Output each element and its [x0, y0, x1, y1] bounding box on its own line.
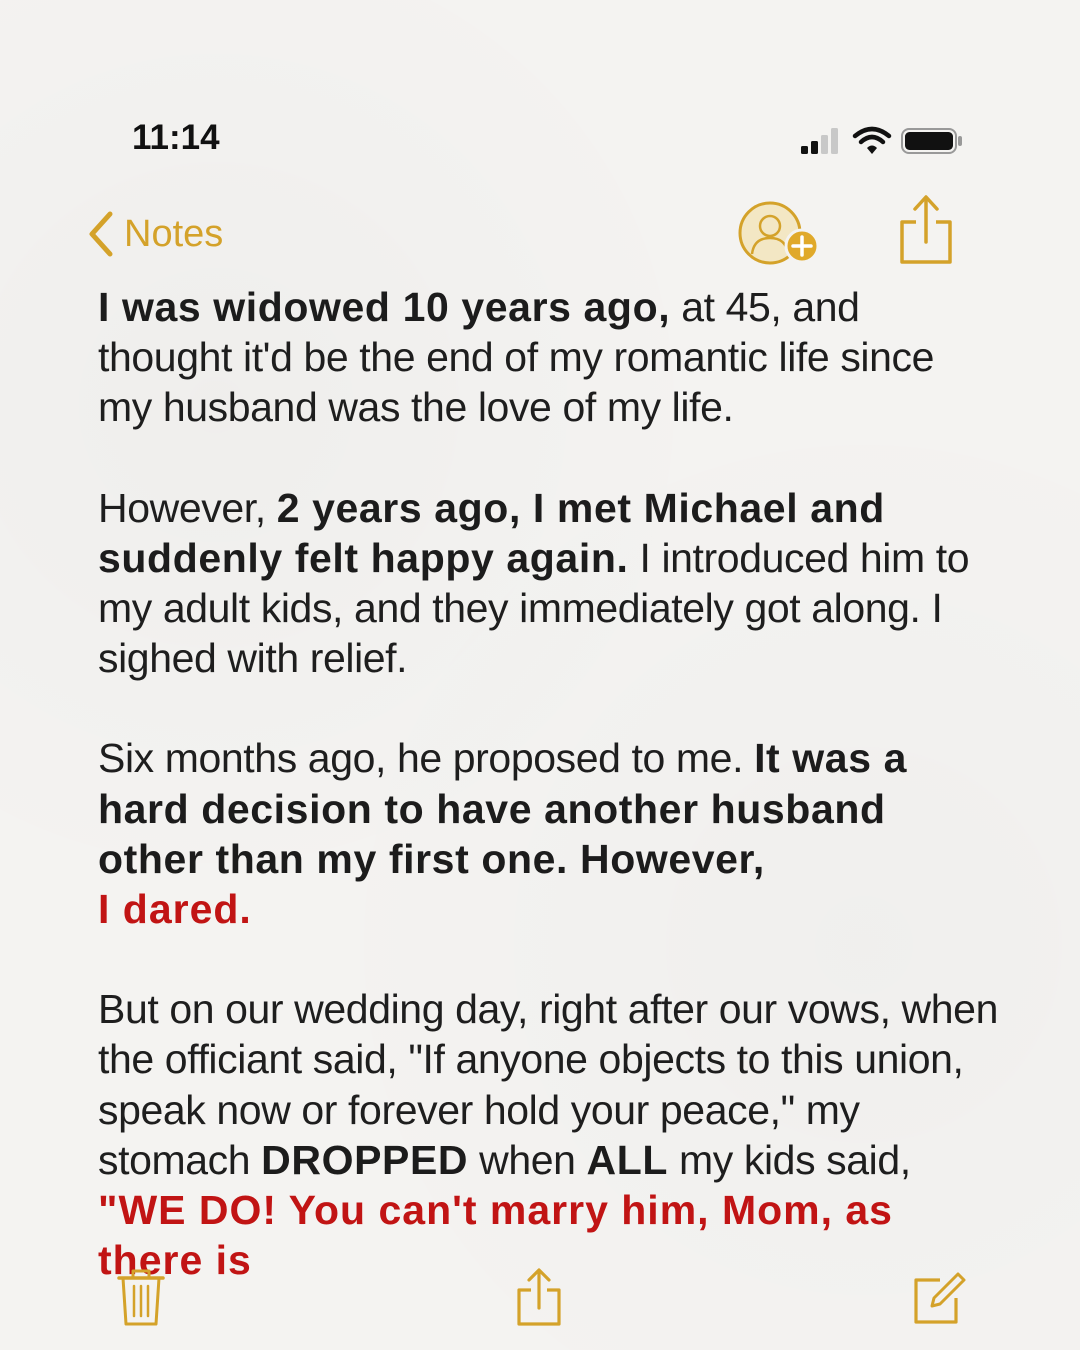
- status-icons: [800, 124, 965, 158]
- note-paragraph-2: [98, 483, 998, 684]
- note-red-text: I dared.: [98, 886, 252, 933]
- note-bold-text: DROPPED: [261, 1136, 469, 1183]
- note-paragraph-1: [98, 282, 998, 433]
- note-text: But on our wedding day, right after our vows, when the officiant said, "If anyone objects to this union, speak now or forever hold your peace," my stomach: [98, 986, 998, 1183]
- note-red-text: "WE DO! You can't marry him, Mom, as there is: [98, 1187, 893, 1284]
- note-paragraph-3: [98, 733, 998, 934]
- share-icon[interactable]: [896, 192, 956, 268]
- wifi-icon: [852, 124, 892, 158]
- cellular-signal-icon: [800, 124, 844, 158]
- note-text: Six months ago, he proposed to me.: [98, 735, 755, 782]
- note-bold-text: 2 years ago, I met Michael and suddenly felt happy again.: [98, 484, 885, 581]
- battery-icon: [900, 124, 964, 158]
- note-text: my kids said,: [668, 1136, 911, 1183]
- share-icon[interactable]: [514, 1266, 564, 1328]
- note-bold-text: I was widowed 10 years ago,: [98, 284, 671, 330]
- note-text: when: [468, 1136, 587, 1183]
- chevron-left-icon: [84, 210, 116, 258]
- note-bold-text: ALL: [586, 1136, 669, 1183]
- add-person-icon[interactable]: [736, 200, 826, 270]
- trash-icon[interactable]: [116, 1266, 166, 1328]
- note-bold-text: It was a hard decision to have another husband other than my first one. However,: [98, 735, 907, 882]
- back-button-label: Notes: [124, 212, 224, 255]
- compose-icon[interactable]: [910, 1270, 966, 1326]
- status-time: 11:14: [132, 118, 220, 157]
- back-to-notes-button[interactable]: [84, 208, 223, 260]
- note-text: at 45, and thought it'd be the end of my romantic life since my husband was the love of my life.: [98, 284, 935, 431]
- note-text: I introduced him to my adult kids, and they immediately got along. I sighed with relief.: [98, 534, 970, 682]
- note-text: However,: [98, 484, 277, 531]
- note-body[interactable]: [98, 282, 998, 1284]
- note-paragraph-4: [98, 984, 998, 1285]
